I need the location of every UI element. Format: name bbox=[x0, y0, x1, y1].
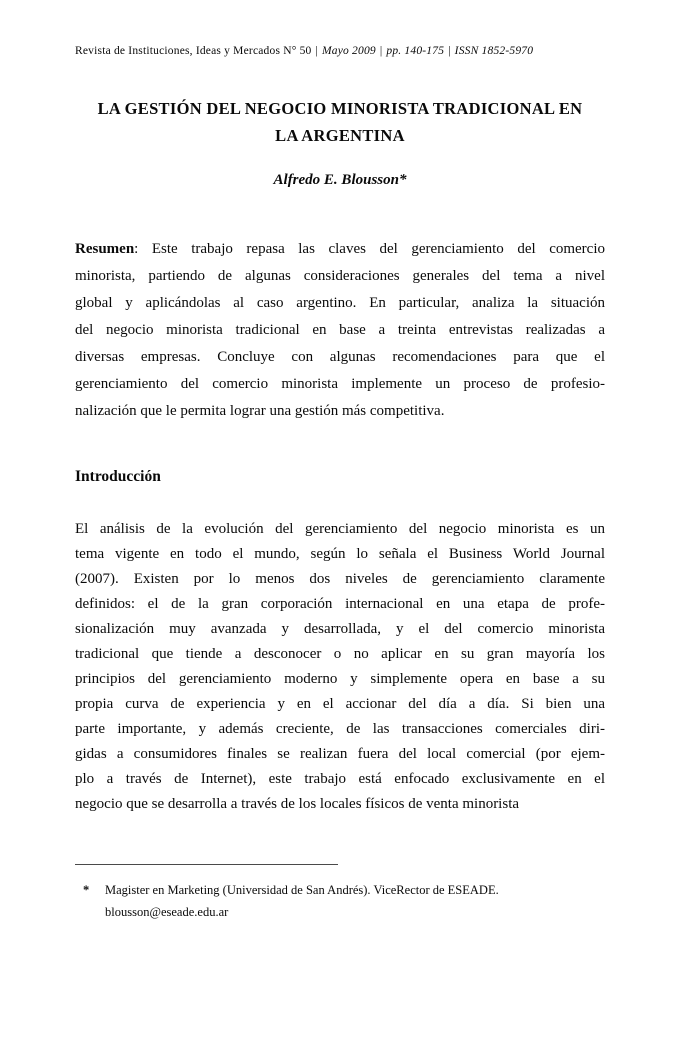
body-line: (2007). Existen por lo menos dos niveles de gerenciamiento claramente bbox=[75, 571, 605, 587]
pipe-separator: | bbox=[379, 45, 383, 57]
body-line: definidos: el de la gran corporación internacional en una etapa de profe- bbox=[75, 596, 605, 612]
footnote-email: blousson@eseade.edu.ar bbox=[105, 905, 229, 919]
footnote-block bbox=[75, 864, 605, 923]
abstract-line: global y aplicándolas al caso argentino. En particular, analiza la situación bbox=[75, 295, 605, 311]
section-heading-introduccion: Introducción bbox=[75, 468, 161, 485]
footnote-line: Magister en Marketing (Universidad de San Andrés). ViceRector de ESEADE. bbox=[105, 883, 499, 897]
footnote bbox=[75, 879, 605, 923]
body-line: El análisis de la evolución del gerenciamiento del negocio minorista es un bbox=[75, 521, 605, 537]
journal-header bbox=[75, 44, 605, 58]
abstract-line: gerenciamiento del comercio minorista implemente un proceso de profesio- bbox=[75, 376, 605, 392]
abstract-line: diversas empresas. Concluye con algunas recomendaciones para que el bbox=[75, 349, 605, 365]
footnote-marker: * bbox=[83, 883, 90, 897]
journal-name: Revista de Instituciones, Ideas y Mercados N° 50 bbox=[75, 45, 312, 57]
abstract-paragraph bbox=[75, 236, 605, 425]
abstract-label: Resumen bbox=[75, 241, 135, 257]
page-content bbox=[0, 44, 680, 817]
body-line: tradicional que tiende a desconocer o no aplicar en su gran mayoría los bbox=[75, 646, 605, 662]
body-line: principios del gerenciamiento moderno y simplemente opera en base a su bbox=[75, 671, 605, 687]
paper-title bbox=[75, 95, 605, 149]
pipe-separator: | bbox=[315, 45, 318, 57]
footnote-rule bbox=[75, 864, 338, 865]
page-range: pp. 140-175 bbox=[386, 45, 445, 57]
footnote-text bbox=[105, 879, 499, 923]
body-line: sionalización muy avanzada y desarrollada, y el del comercio minorista bbox=[75, 621, 605, 637]
author-byline: Alfredo E. Blousson* bbox=[273, 172, 407, 188]
paper-title-line: LA GESTIÓN DEL NEGOCIO MINORISTA TRADICIONAL EN bbox=[97, 99, 583, 118]
body-line: propia curva de experiencia y en el accionar del día a día. Si bien una bbox=[75, 696, 605, 712]
abstract-line: del negocio minorista tradicional en base a treinta entrevistas realizadas a bbox=[75, 322, 605, 338]
paper-title-line: LA ARGENTINA bbox=[275, 126, 405, 145]
abstract-line-text: : Este trabajo repasa las claves del gerenciamiento del comercio bbox=[134, 241, 605, 257]
intro-paragraph bbox=[75, 517, 605, 817]
body-line: plo a través de Internet), este trabajo está enfocado exclusivamente en el bbox=[75, 771, 605, 787]
body-line: gidas a consumidores finales se realizan fuera del local comercial (por ejem- bbox=[75, 746, 605, 762]
abstract-line bbox=[75, 236, 605, 263]
body-line: tema vigente en todo el mundo, según lo señala el Business World Journal bbox=[75, 546, 605, 562]
body-line: parte importante, y además creciente, de las transacciones comerciales diri- bbox=[75, 721, 605, 737]
abstract-line: minorista, partiendo de algunas consideraciones generales del tema a nivel bbox=[75, 268, 605, 284]
abstract-line: nalización que le permita lograr una gestión más competitiva. bbox=[75, 403, 445, 419]
pipe-separator: | bbox=[448, 45, 451, 57]
issn-label: ISSN 1852-5970 bbox=[454, 45, 534, 57]
issue-date: Mayo 2009 bbox=[322, 45, 376, 57]
body-line: negocio que se desarrolla a través de los locales físicos de venta minorista bbox=[75, 796, 520, 812]
